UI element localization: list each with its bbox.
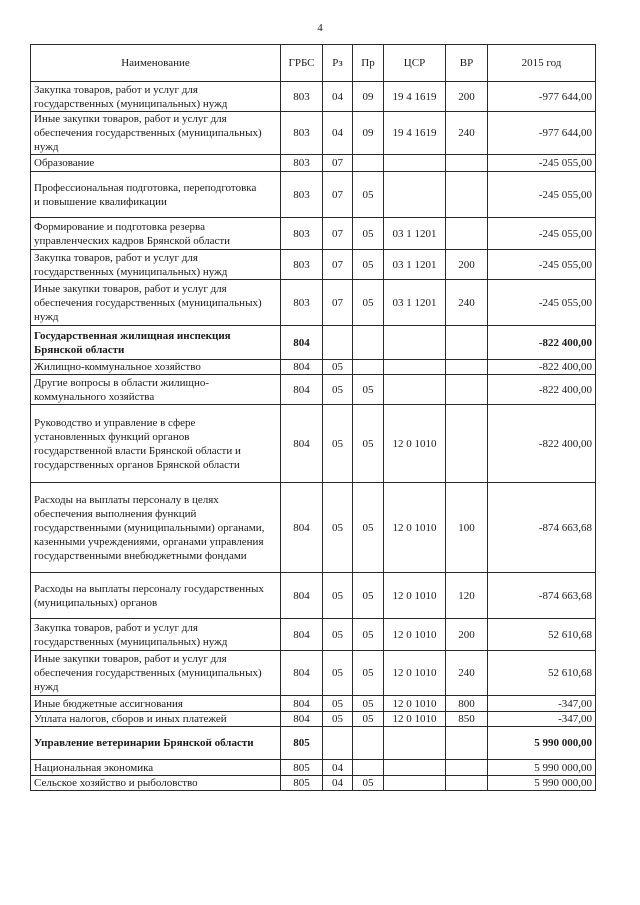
rz-cell <box>323 326 353 360</box>
rz-cell <box>323 727 353 760</box>
table-row <box>31 326 596 360</box>
rz-cell: 04 <box>323 760 353 776</box>
csr-cell: 12 0 1010 <box>384 712 446 727</box>
name-cell: Другие вопросы в области жилищно- коммунального хозяйства <box>31 375 281 405</box>
vr-cell: 200 <box>446 619 488 651</box>
page-number: 4 <box>317 22 323 34</box>
name-cell: Руководство и управление в сфере установленных функций органов государственной власти Брянской области и государственных органов Брянской области <box>31 405 281 483</box>
name-cell: Закупка товаров, работ и услуг для государственных (муниципальных) нужд <box>31 619 281 651</box>
grbs-cell: 803 <box>281 155 323 172</box>
grbs-cell: 804 <box>281 405 323 483</box>
vr-cell: 240 <box>446 112 488 155</box>
csr-cell <box>384 760 446 776</box>
csr-cell: 03 1 1201 <box>384 250 446 280</box>
rz-cell: 07 <box>323 155 353 172</box>
rz-cell: 05 <box>323 696 353 712</box>
column-header-amount: 2015 год <box>488 45 596 82</box>
amount-cell: -977 644,00 <box>488 112 596 155</box>
grbs-cell: 803 <box>281 172 323 218</box>
amount-cell: -347,00 <box>488 712 596 727</box>
table-header <box>31 45 596 82</box>
amount-cell: 5 990 000,00 <box>488 760 596 776</box>
vr-cell <box>446 776 488 791</box>
csr-cell: 19 4 1619 <box>384 82 446 112</box>
table-row <box>31 573 596 619</box>
vr-cell <box>446 405 488 483</box>
pr-cell <box>353 326 384 360</box>
table-row <box>31 776 596 791</box>
csr-cell: 12 0 1010 <box>384 696 446 712</box>
amount-cell: -245 055,00 <box>488 250 596 280</box>
pr-cell: 05 <box>353 483 384 573</box>
grbs-cell: 804 <box>281 573 323 619</box>
table-row <box>31 375 596 405</box>
budget-table-body <box>31 82 596 791</box>
name-cell: Иные закупки товаров, работ и услуг для обеспечения государственных (муниципальных) нужд <box>31 651 281 696</box>
rz-cell: 04 <box>323 112 353 155</box>
table-row <box>31 360 596 375</box>
pr-cell: 05 <box>353 712 384 727</box>
vr-cell <box>446 760 488 776</box>
name-cell: Расходы на выплаты персоналу государственных (муниципальных) органов <box>31 573 281 619</box>
rz-cell: 05 <box>323 573 353 619</box>
vr-cell: 200 <box>446 250 488 280</box>
rz-cell: 07 <box>323 250 353 280</box>
table-row <box>31 112 596 155</box>
name-cell: Государственная жилищная инспекция Брянской области <box>31 326 281 360</box>
table-row <box>31 280 596 326</box>
rz-cell: 07 <box>323 172 353 218</box>
csr-cell: 12 0 1010 <box>384 619 446 651</box>
name-cell: Профессиональная подготовка, переподготовка и повышение квалификации <box>31 172 281 218</box>
csr-cell: 12 0 1010 <box>384 405 446 483</box>
table-row <box>31 727 596 760</box>
pr-cell: 05 <box>353 250 384 280</box>
csr-cell: 03 1 1201 <box>384 280 446 326</box>
grbs-cell: 804 <box>281 696 323 712</box>
csr-cell <box>384 326 446 360</box>
vr-cell: 850 <box>446 712 488 727</box>
table-row <box>31 405 596 483</box>
pr-cell: 05 <box>353 696 384 712</box>
csr-cell: 19 4 1619 <box>384 112 446 155</box>
amount-cell: 52 610,68 <box>488 619 596 651</box>
pr-cell: 05 <box>353 405 384 483</box>
grbs-cell: 803 <box>281 82 323 112</box>
table-row <box>31 760 596 776</box>
rz-cell: 05 <box>323 360 353 375</box>
vr-cell <box>446 326 488 360</box>
name-cell: Управление ветеринарии Брянской области <box>31 727 281 760</box>
grbs-cell: 804 <box>281 326 323 360</box>
pr-cell <box>353 360 384 375</box>
amount-cell: -874 663,68 <box>488 573 596 619</box>
amount-cell: 5 990 000,00 <box>488 727 596 760</box>
amount-cell: -822 400,00 <box>488 360 596 375</box>
column-header-name: Наименование <box>31 45 281 82</box>
amount-cell: -245 055,00 <box>488 172 596 218</box>
grbs-cell: 804 <box>281 712 323 727</box>
table-row <box>31 619 596 651</box>
vr-cell: 120 <box>446 573 488 619</box>
csr-cell <box>384 360 446 375</box>
grbs-cell: 803 <box>281 250 323 280</box>
vr-cell: 200 <box>446 82 488 112</box>
table-header-row <box>31 45 596 82</box>
table-row <box>31 218 596 250</box>
rz-cell: 04 <box>323 776 353 791</box>
pr-cell: 05 <box>353 375 384 405</box>
grbs-cell: 804 <box>281 651 323 696</box>
name-cell: Расходы на выплаты персоналу в целях обеспечения выполнения функций государственными (муниципальными) органами, казенными учреждениями, органами управления государственными внебюджетными фондами <box>31 483 281 573</box>
grbs-cell: 803 <box>281 280 323 326</box>
rz-cell: 04 <box>323 82 353 112</box>
vr-cell: 240 <box>446 651 488 696</box>
vr-cell: 240 <box>446 280 488 326</box>
name-cell: Жилищно-коммунальное хозяйство <box>31 360 281 375</box>
amount-cell: -822 400,00 <box>488 375 596 405</box>
table-row <box>31 696 596 712</box>
amount-cell: -977 644,00 <box>488 82 596 112</box>
name-cell: Сельское хозяйство и рыболовство <box>31 776 281 791</box>
table-row <box>31 250 596 280</box>
pr-cell: 05 <box>353 573 384 619</box>
rz-cell: 05 <box>323 619 353 651</box>
csr-cell <box>384 172 446 218</box>
amount-cell: -347,00 <box>488 696 596 712</box>
csr-cell: 12 0 1010 <box>384 573 446 619</box>
vr-cell <box>446 360 488 375</box>
amount-cell: -245 055,00 <box>488 280 596 326</box>
csr-cell: 03 1 1201 <box>384 218 446 250</box>
name-cell: Уплата налогов, сборов и иных платежей <box>31 712 281 727</box>
name-cell: Закупка товаров, работ и услуг для государственных (муниципальных) нужд <box>31 250 281 280</box>
amount-cell: -822 400,00 <box>488 405 596 483</box>
grbs-cell: 805 <box>281 776 323 791</box>
grbs-cell: 805 <box>281 760 323 776</box>
csr-cell: 12 0 1010 <box>384 651 446 696</box>
rz-cell: 05 <box>323 375 353 405</box>
grbs-cell: 803 <box>281 112 323 155</box>
name-cell: Образование <box>31 155 281 172</box>
vr-cell <box>446 218 488 250</box>
name-cell: Национальная экономика <box>31 760 281 776</box>
pr-cell: 09 <box>353 82 384 112</box>
grbs-cell: 803 <box>281 218 323 250</box>
pr-cell: 05 <box>353 651 384 696</box>
csr-cell <box>384 727 446 760</box>
pr-cell <box>353 760 384 776</box>
rz-cell: 07 <box>323 280 353 326</box>
vr-cell <box>446 155 488 172</box>
pr-cell: 09 <box>353 112 384 155</box>
column-header-grbs: ГРБС <box>281 45 323 82</box>
pr-cell: 05 <box>353 172 384 218</box>
name-cell: Иные бюджетные ассигнования <box>31 696 281 712</box>
name-cell: Иные закупки товаров, работ и услуг для обеспечения государственных (муниципальных) нужд <box>31 280 281 326</box>
table-row <box>31 155 596 172</box>
rz-cell: 05 <box>323 712 353 727</box>
amount-cell: -822 400,00 <box>488 326 596 360</box>
table-row <box>31 483 596 573</box>
pr-cell: 05 <box>353 776 384 791</box>
csr-cell: 12 0 1010 <box>384 483 446 573</box>
grbs-cell: 804 <box>281 360 323 375</box>
csr-cell <box>384 776 446 791</box>
name-cell: Иные закупки товаров, работ и услуг для обеспечения государственных (муниципальных) нужд <box>31 112 281 155</box>
table-row <box>31 172 596 218</box>
grbs-cell: 804 <box>281 375 323 405</box>
table-row <box>31 82 596 112</box>
grbs-cell: 804 <box>281 619 323 651</box>
csr-cell <box>384 155 446 172</box>
pr-cell: 05 <box>353 280 384 326</box>
pr-cell: 05 <box>353 619 384 651</box>
pr-cell <box>353 727 384 760</box>
pr-cell <box>353 155 384 172</box>
vr-cell <box>446 172 488 218</box>
rz-cell: 05 <box>323 483 353 573</box>
grbs-cell: 805 <box>281 727 323 760</box>
vr-cell: 100 <box>446 483 488 573</box>
table-row <box>31 651 596 696</box>
table-row <box>31 712 596 727</box>
column-header-pr: Пр <box>353 45 384 82</box>
column-header-vr: ВР <box>446 45 488 82</box>
pr-cell: 05 <box>353 218 384 250</box>
grbs-cell: 804 <box>281 483 323 573</box>
budget-table <box>30 44 596 791</box>
name-cell: Формирование и подготовка резерва управленческих кадров Брянской области <box>31 218 281 250</box>
vr-cell <box>446 727 488 760</box>
name-cell: Закупка товаров, работ и услуг для государственных (муниципальных) нужд <box>31 82 281 112</box>
column-header-rz: Рз <box>323 45 353 82</box>
amount-cell: -245 055,00 <box>488 155 596 172</box>
amount-cell: -874 663,68 <box>488 483 596 573</box>
rz-cell: 05 <box>323 651 353 696</box>
amount-cell: 52 610,68 <box>488 651 596 696</box>
vr-cell <box>446 375 488 405</box>
column-header-csr: ЦСР <box>384 45 446 82</box>
amount-cell: 5 990 000,00 <box>488 776 596 791</box>
vr-cell: 800 <box>446 696 488 712</box>
rz-cell: 05 <box>323 405 353 483</box>
amount-cell: -245 055,00 <box>488 218 596 250</box>
csr-cell <box>384 375 446 405</box>
rz-cell: 07 <box>323 218 353 250</box>
